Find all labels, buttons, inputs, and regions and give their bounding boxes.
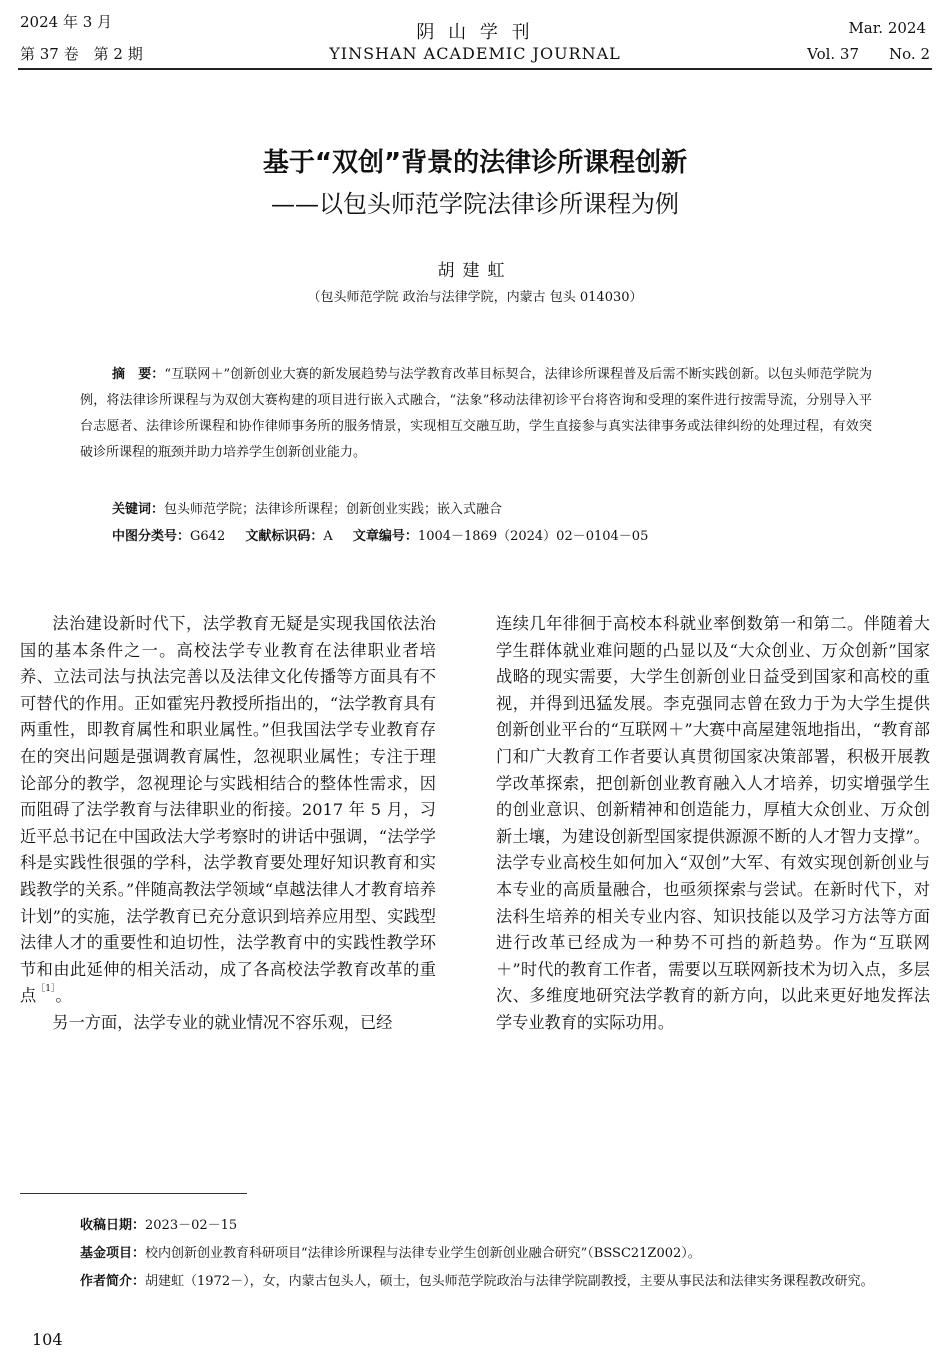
fund-text: 校内创新创业教育科研项目“法律诊所课程与法律专业学生创新创业融合研究”（BSSC21Z002）。 [145,1246,701,1261]
article-subtitle: ——以包头师范学院法律诊所课程为例 [271,190,679,218]
article-number-value: 1004－1869（2024）02－0104－05 [417,529,649,544]
issue-date-en: Mar. 2024 [848,19,926,37]
keywords-text: 包头师范学院；法律诊所课程；创新创业实践；嵌入式融合 [164,502,503,517]
keywords-label: 关键词： [112,502,165,517]
header-rule [18,68,932,70]
doc-code-label: 文献标识码： [245,529,324,544]
citation-ref: ［1］ [36,984,56,995]
volume-issue: 第 37 卷 第 2 期 [20,45,143,63]
clc-value: G642 [190,529,226,544]
body-right-column [496,611,930,1037]
article-number-label: 文章编号： [352,529,418,544]
abstract [80,362,872,466]
body-left-column [20,611,436,1037]
author-name: 胡建虹 [437,261,513,281]
bio-label: 作者简介： [80,1274,146,1289]
body-text-end: 。 [55,986,72,1006]
footnote-received [80,1215,932,1237]
abstract-label: 摘 要： [112,367,165,382]
abstract-text: “互联网＋”创新创业大赛的新发展趋势与法学教育改革目标契合，法律诊所课程普及后需不断实践创新。以包头师范学院为例，将法律诊所课程与为双创大赛构建的项目进行嵌入式融合，“法象”移动法律初诊平台将咨询和受理的案件进行按需导流，分别导入平台志愿者、法律诊所课程和协作律师事务所的服务情景，实现相互交融互助，学生直接参与真实法律事务或法律纠纷的处理过程，有效突破诊所课程的瓶颈并助力培养学生创新创业能力。 [80,367,872,460]
footnote-fund [80,1243,932,1265]
body-paragraph: 另一方面，法学专业的就业情况不容乐观，已经 [52,1012,393,1032]
clc-label: 中图分类号： [112,529,191,544]
received-label: 收稿日期： [80,1218,146,1233]
page-number: 104 [32,1330,63,1349]
doc-code-value: A [323,529,333,544]
received-date: 2023－02－15 [145,1218,238,1233]
issue-date: 2024 年 3 月 [20,13,113,31]
author-affiliation: （包头师范学院 政治与法律学院，内蒙古 包头 014030） [307,290,643,305]
classification-line [112,524,872,550]
footnote-author-bio [80,1271,950,1293]
footnote-rule [20,1193,247,1194]
body-paragraph: 连续几年徘徊于高校本科就业率倒数第一和第二。伴随着大学生群体就业难问题的凸显以及“大众创业、万众创新”国家战略的现实需要，大学生创新创业日益受到国家和高校的重视，并得到迅猛发展。李克强同志曾在致力于为大学生提供创新创业平台的“互联网＋”大赛中高屋建瓴地指出，“教育部门和广大教育工作者要认真贯彻国家决策部署，积极开展教学改革探索，把创新创业教育融入人才培养，切实增强学生的创业意识、创新精神和创造能力，厚植大众创业、万众创新土壤，为建设创新型国家提供源源不断的人才智力支撑”。法学专业高校生如何加入“双创”大军、有效实现创新创业与本专业的高质量融合，也亟须探索与尝试。在新时代下，对法科生培养的相关专业内容、知识技能以及学习方法等方面进行改革已经成为一种势不可挡的新趋势。作为“互联网＋”时代的教育工作者，需要以互联网新技术为切入点，多层次、多维度地研究法学教育的新方向，以此来更好地发挥法学专业教育的实际功用。 [496,614,930,1032]
keywords [112,497,872,523]
volume-issue-en: Vol. 37 No. 2 [807,45,930,63]
body-text: 法治建设新时代下，法学教育无疑是实现我国依法治国的基本条件之一。高校法学专业教育在法律职业者培养、立法司法与执法完善以及法律文化传播等方面具有不可替代的作用。正如霍宪丹教授所指出的，“法学教育具有两重性，即教育属性和职业属性。”但我国法学专业教育存在的突出问题是强调教育属性，忽视职业属性；专注于理论部分的教学，忽视理论与实践相结合的整体性需求，因而阻碍了法学教育与法律职业的衔接。2017 年 5 月，习近平总书记在中国政法大学考察时的讲话中强调，“法学学科是实践性很强的学科，法学教育要处理好知识教育和实践教学的关系。”伴随高教法学领域“卓越法律人才教育培养计划”的实施，法学教育已充分意识到培养应用型、实践型法律人才的重要性和迫切性，法学教育中的实践性教学环节和由此延伸的相关活动，成了各高校法学教育改革的重点 [20,614,436,1006]
fund-label: 基金项目： [80,1246,146,1261]
body-paragraph [20,611,436,1010]
article-title: 基于“双创”背景的法律诊所课程创新 [262,148,688,178]
bio-text: 胡建虹（1972－），女，内蒙古包头人，硕士，包头师范学院政治与法律学院副教授，主要从事民法和法律实务课程教改研究。 [145,1274,874,1289]
journal-title-cn: 阴 山 学 刊 [416,22,534,43]
journal-title-en: YINSHAN ACADEMIC JOURNAL [329,44,621,63]
